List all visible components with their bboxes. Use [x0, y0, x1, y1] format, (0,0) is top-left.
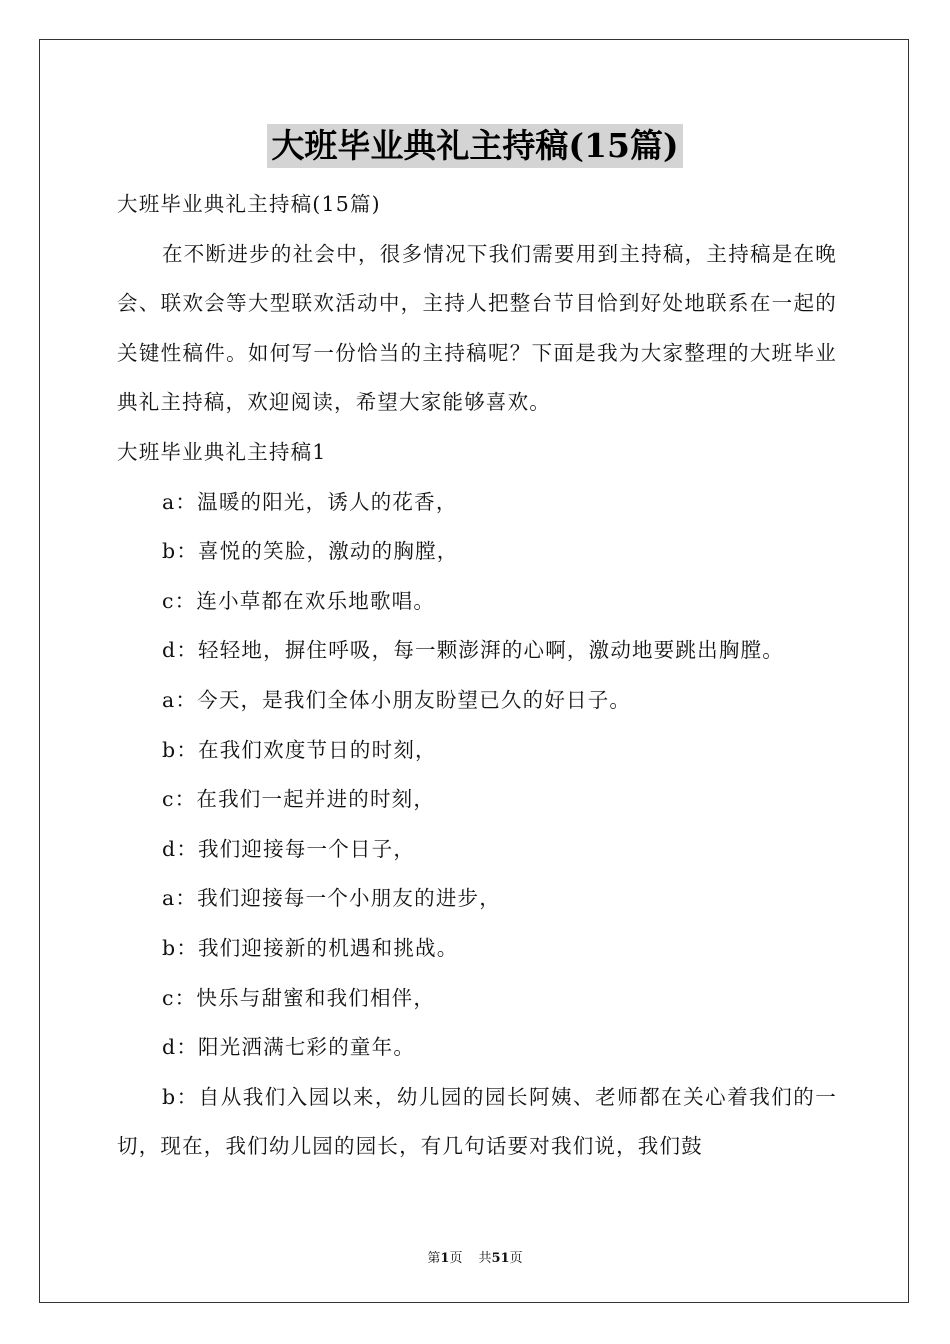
footer-total-prefix: 共: [478, 1251, 492, 1266]
script-line: a：温暖的阳光，诱人的花香，: [162, 489, 458, 514]
footer-page-number: 1: [440, 1251, 450, 1266]
script-line: c：连小草都在欢乐地歌唱。: [162, 588, 436, 613]
section-heading: 大班毕业典礼主持稿1: [117, 439, 327, 464]
script-line: d：轻轻地，摒住呼吸，每一颗澎湃的心啊，激动地要跳出胸膛。: [162, 638, 784, 663]
document-title: 大班毕业典礼主持稿(15篇): [267, 124, 682, 168]
page-footer: [0, 1247, 950, 1266]
script-line: c：在我们一起并进的时刻，: [162, 787, 436, 812]
script-line: a：我们迎接每一个小朋友的进步，: [162, 886, 501, 911]
subtitle: 大班毕业典礼主持稿(15篇): [117, 192, 381, 216]
script-line: c：快乐与甜蜜和我们相伴，: [162, 985, 436, 1010]
document-body: [117, 180, 837, 1172]
footer-total-suffix: 页: [509, 1251, 523, 1266]
title-area: [0, 124, 950, 168]
script-line: d：阳光洒满七彩的童年。: [162, 1035, 416, 1060]
script-line: b：在我们欢度节日的时刻，: [162, 737, 437, 762]
last-paragraph: b：自从我们入园以来，幼儿园的园长阿姨、老师都在关心着我们的一切，现在，我们幼儿园的园长，有几句话要对我们说，我们鼓: [117, 1084, 837, 1159]
script-line: a：今天，是我们全体小朋友盼望已久的好日子。: [162, 687, 632, 712]
intro-paragraph: 在不断进步的社会中，很多情况下我们需要用到主持稿，主持稿是在晚会、联欢会等大型联欢活动中，主持人把整台节目恰到好处地联系在一起的关键性稿件。如何写一份恰当的主持稿呢？下面是我为大家整理的大班毕业典礼主持稿，欢迎阅读，希望大家能够喜欢。: [117, 241, 837, 415]
footer-total-pages: 51: [491, 1251, 510, 1266]
script-line: b：我们迎接新的机遇和挑战。: [162, 935, 459, 960]
script-line: b：喜悦的笑脸，激动的胸膛，: [162, 539, 459, 564]
footer-page-suffix: 页: [449, 1251, 463, 1266]
footer-page-prefix: 第: [427, 1251, 441, 1266]
script-line: d：我们迎接每一个日子，: [162, 836, 416, 861]
